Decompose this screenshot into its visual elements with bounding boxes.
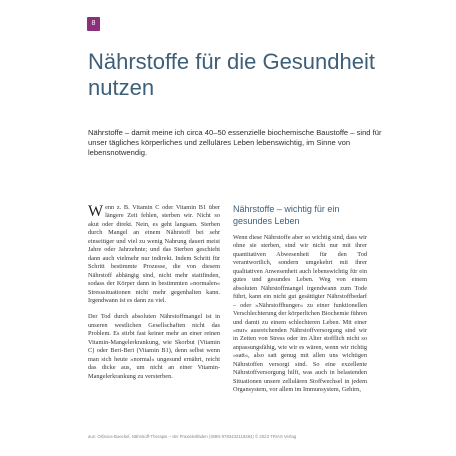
- left-paragraph-1-text: enn z. B. Vitamin C oder Vitamin B1 über längere Zeit fehlen, sterben wir. Nicht so akut oder direkt. Nein, es geht langsam. Sterben durch Mangel an einem Nährstoff bei sehr einseitiger und viel zu wenig Nahrung dauert meist Jahre oder Jahrzehnte; und das Sterben geschieht dann auch vielmehr nur indirekt. Indem Schritt für Schritt bestimmte Prozesse, die von diesem Nährstoff abhängig sind, nicht mehr stattfinden, sodass der Körper dann in bestimmten »normalen« Stresssituationen nicht mehr gegenhalten kann. Irgendwann ist es dann zu viel.: [88, 204, 220, 304]
- left-column: [88, 204, 220, 389]
- page-title: Nährstoffe für die Gesundheit nutzen: [88, 49, 375, 100]
- left-paragraph-2: Der Tod durch absoluten Nährstoffmangel ist in unseren westlichen Gesellschaften nicht das Problem. Es stirbt fast keiner mehr an einer reinen Vitamin-Mangelerkrankung, wie Skorbut (Vitamin C) oder Beri-Beri (Vitamin B1), denn selbst wenn man sich heute »normal« ungesund ernährt, reicht das dicke aus, um nicht an einer Vitamin-Mangelerkrankung zu versterben.: [88, 313, 220, 380]
- drop-cap: W: [88, 203, 104, 220]
- left-paragraph-1: [88, 204, 220, 305]
- right-column: [233, 204, 367, 395]
- section-heading: Nährstoffe – wichtig für ein gesundes Leben: [233, 204, 340, 226]
- right-paragraph: Wenn diese Nährstoffe aber so wichtig sind, dass wir ohne sie sterben, sind wir nicht nur mit ihrer quantitativen Abwesenheit für den Tod verantwortlich, sondern umgekehrt mit ihrer qualitativen Anwesenheit auch lebenswichtig für ein gutes und gesundes Leben. Weg von einem absoluten Nährstoffmangel irgendwann zum Tode führt, kann ein nicht gut gesättigter Nährstoffbedarf – oder »Nährstoffhunger« zu einer funktionellen Verschlechterung der körperlichen Biochemie führen und damit zu einem schlechteren Leben. Mit einer »nur« ausreichenden Nährstoffversorgung sind wir in Zeiten von Stress oder im Alter stofflich nicht so anpassungsfähig, wie wir es wären, wenn wir richtig »satt«, also satt genug mit allen uns wichtigen Nährstoffen versorgt sind. So eine exzellente Nährstoffversorgung hilft, was auch in belastenden Situationen unsere zellulären Stoffwechsel in jedem Organsystem, vor allem im Immunsystem, Gehirn,: [233, 234, 367, 394]
- page-number-badge: 8: [87, 17, 100, 31]
- intro-paragraph: Nährstoffe – damit meine ich circa 40–50 essenzielle biochemische Baustoffe – sind für unser tägliches körperliches und zelluläres Leben lebenswichtig, im Sinne von lebensnotwendig.: [88, 128, 382, 158]
- footer-citation: aus: Orfanos-Boeckel, Nährstoff-Therapie – der Praxisleitfaden (ISBN 9783432118284) © 2023 TRIAS Verlag: [88, 434, 297, 439]
